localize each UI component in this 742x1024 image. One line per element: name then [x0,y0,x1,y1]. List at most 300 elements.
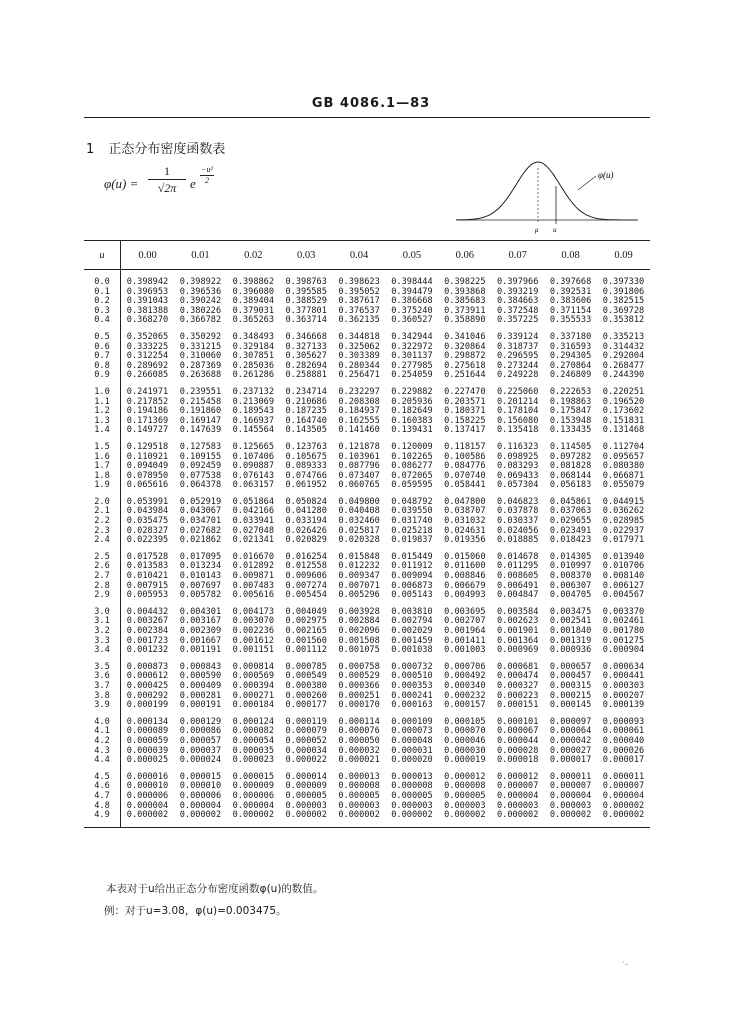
row-u-value: 0.2 [84,297,121,307]
table-cell: 0.004847 [497,590,539,601]
table-cell: 0.000145 [549,700,592,711]
table-cell: 0.011912 [391,561,433,572]
table-cell: 0.000039 [126,745,169,756]
table-cell: 0.263688 [179,370,222,381]
table-cell: 0.273244 [497,360,539,371]
table-cell: 0.070740 [444,470,486,481]
table-cell: 0.026426 [285,525,327,536]
row-u-value: 3.6 [84,672,121,682]
table-cell: 0.000011 [602,771,645,782]
table-cell: 0.000002 [438,811,491,827]
table-cell: 0.000163 [391,700,433,711]
table-cell: 0.000340 [444,680,486,691]
table-cell: 0.191860 [179,406,222,417]
table-cell: 0.268477 [602,360,645,371]
table-cell: 0.129518 [126,441,169,452]
table-cell: 0.320864 [444,341,486,352]
row-u-value: 1.6 [84,453,121,463]
section-title [86,138,225,157]
column-header: 0.06 [438,241,491,270]
table-cell: 0.000097 [549,716,592,727]
row-u-value: 4.7 [84,792,121,802]
table-cell: 0.007071 [338,580,380,591]
row-u-value: 3.2 [84,627,121,637]
table-cell: 0.002884 [338,616,380,627]
table-cell: 0.000008 [391,781,433,792]
table-cell: 0.000040 [602,735,645,746]
table-cell: 0.151831 [602,415,645,426]
table-cell: 0.000002 [386,811,439,827]
table-cell: 0.143505 [285,425,327,436]
table-row [84,426,650,436]
table-cell: 0.000549 [285,671,327,682]
table-cell: 0.002975 [285,616,327,627]
table-cell: 0.000048 [391,735,433,746]
table-cell: 0.004301 [179,606,222,617]
row-u-value: 0.6 [84,343,121,353]
table-cell: 0.000014 [285,771,327,782]
header-rule [84,117,650,118]
table-cell: 0.098925 [497,451,539,462]
table-cell: 0.000002 [280,811,333,827]
table-cell: 0.001667 [179,635,222,646]
table-cell: 0.000007 [497,781,539,792]
table-cell: 0.000082 [232,726,275,737]
table-cell: 0.000191 [179,700,222,711]
formula-exponent [200,166,214,185]
table-cell: 0.001275 [602,635,645,646]
table-cell: 0.017528 [126,551,169,562]
table-cell: 0.000353 [391,680,433,691]
column-header: 0.01 [174,241,227,270]
table-cell: 0.066871 [602,470,645,481]
table-cell: 0.013583 [126,561,169,572]
table-cell: 0.000003 [549,800,592,811]
table-cell: 0.013234 [179,561,222,572]
table-cell: 0.000003 [497,800,539,811]
table-row [84,371,650,381]
table-cell: 0.133435 [549,425,592,436]
table-cell: 0.000657 [549,661,592,672]
table-cell: 0.000013 [391,771,433,782]
table-cell: 0.073407 [338,470,380,481]
table-cell: 0.000079 [285,726,327,737]
table-cell: 0.017095 [179,551,222,562]
standard-code: GB 4086.1—83 [311,96,431,111]
table-cell: 0.001232 [126,645,169,656]
table-cell: 0.046823 [497,496,539,507]
column-header: 0.09 [597,241,650,270]
table-cell: 0.000003 [285,800,327,811]
table-cell: 0.000005 [391,790,433,801]
row-u-value: 1.1 [84,398,121,408]
column-header: 0.00 [121,241,175,270]
formula-denominator: √2π [157,181,177,195]
table-cell: 0.390242 [179,296,222,307]
table-cell: 0.002461 [602,616,645,627]
table-cell: 0.004049 [285,606,327,617]
table-cell: 0.385683 [444,296,486,307]
table-row [84,536,650,546]
mu-label: μ [535,226,539,234]
table-cell: 0.000073 [391,726,433,737]
density-table [84,240,650,828]
table-cell: 0.025817 [338,525,380,536]
table-cell: 0.000059 [126,735,169,746]
table-cell: 0.036262 [602,506,645,517]
curve-label: φ(u) [598,170,614,180]
table-cell: 0.398862 [232,277,275,287]
table-cell: 0.000184 [232,700,275,711]
row-u-value: 2.4 [84,536,121,546]
table-cell: 0.329184 [232,341,275,352]
table-cell: 0.114505 [549,441,592,452]
table-cell: 0.092459 [179,461,222,472]
table-cell: 0.397330 [602,277,645,287]
table-cell: 0.043984 [126,506,169,517]
note-example: 例：对于u=3.08，φ(u)=0.003475。 [104,905,287,917]
table-cell: 0.322972 [391,341,433,352]
table-cell: 0.090887 [232,461,275,472]
table-cell: 0.285036 [232,360,275,371]
row-u-value: 4.0 [84,718,121,728]
table-cell: 0.006307 [549,580,592,591]
table-cell: 0.000008 [338,781,380,792]
table-cell: 0.210686 [285,396,327,407]
table-cell: 0.182649 [391,406,433,417]
table-cell: 0.398942 [126,277,169,287]
table-cell: 0.008846 [444,571,486,582]
table-cell: 0.000032 [338,745,380,756]
table-cell: 0.398922 [179,277,222,287]
table-cell: 0.002309 [179,626,222,636]
table-cell: 0.158225 [444,415,486,426]
table-cell: 0.164740 [285,415,327,426]
table-cell: 0.395585 [285,286,327,297]
table-cell: 0.001003 [444,645,486,656]
table-cell: 0.008605 [497,571,539,582]
table-cell: 0.296595 [497,351,539,362]
table-cell: 0.127583 [179,441,222,452]
table-cell: 0.001508 [338,635,380,646]
table-cell: 0.396080 [232,286,275,297]
table-cell: 0.116323 [497,441,539,452]
row-u-value: 1.4 [84,426,121,436]
table-row [84,481,650,491]
table-cell: 0.021341 [232,535,275,546]
table-cell: 0.000904 [602,645,645,656]
row-u-value: 2.9 [84,591,121,601]
table-cell: 0.000012 [497,771,539,782]
row-u-value: 0.3 [84,307,121,317]
table-cell: 0.120009 [391,441,433,452]
table-cell: 0.112704 [602,441,645,452]
table-cell: 0.222653 [549,386,592,397]
table-cell: 0.022395 [126,535,169,546]
table-cell: 0.394479 [391,286,433,297]
table-cell: 0.180371 [444,406,486,417]
table-cell: 0.007697 [179,580,222,591]
table-cell: 0.000046 [444,735,486,746]
table-cell: 0.005782 [179,590,222,601]
table-header-row [84,241,650,270]
table-cell: 0.019356 [444,535,486,546]
row-u-value: 3.9 [84,701,121,711]
table-cell: 0.131468 [602,425,645,436]
row-u-value: 2.0 [84,498,121,508]
table-cell: 0.025218 [391,525,433,536]
table-cell: 0.051864 [232,496,275,507]
table-cell: 0.001840 [549,626,592,636]
table-cell: 0.123763 [285,441,327,452]
table-cell: 0.015848 [338,551,380,562]
table-cell: 0.000006 [126,790,169,801]
column-header: 0.05 [386,241,439,270]
table-cell: 0.084776 [444,461,486,472]
table-cell: 0.217852 [126,396,169,407]
table-cell: 0.007483 [232,580,275,591]
row-u-value: 4.9 [84,811,121,827]
table-cell: 0.009871 [232,571,275,582]
table-cell: 0.145564 [232,425,275,436]
formula-numerator: 1 [164,164,170,178]
table-cell: 0.258881 [285,370,327,381]
table-cell: 0.077538 [179,470,222,481]
formula-lhs: φ(u) = [104,176,139,191]
table-cell: 0.001723 [126,635,169,646]
row-u-value: 3.5 [84,663,121,673]
table-cell: 0.171369 [126,415,169,426]
table-cell: 0.003070 [232,616,275,627]
table-cell: 0.149727 [126,425,169,436]
table-cell: 0.083293 [497,461,539,472]
table-cell: 0.184937 [338,406,380,417]
table-cell: 0.052919 [179,496,222,507]
table-cell: 0.350292 [179,331,222,342]
table-cell: 0.086277 [391,461,433,472]
table-cell: 0.000612 [126,671,169,682]
row-u-value: 4.4 [84,756,121,766]
table-cell: 0.000067 [497,726,539,737]
table-cell: 0.125665 [232,441,275,452]
table-cell: 0.002541 [549,616,592,627]
table-cell: 0.001459 [391,635,433,646]
table-cell: 0.011600 [444,561,486,572]
table-cell: 0.033194 [285,516,327,527]
formula-fraction [148,164,186,195]
table-cell: 0.018423 [549,535,592,546]
table-cell: 0.027048 [232,525,275,536]
table-cell: 0.205936 [391,396,433,407]
table-cell: 0.023491 [549,525,592,536]
table-cell: 0.375240 [391,305,433,316]
table-cell: 0.339124 [497,331,539,342]
table-cell: 0.371154 [549,305,592,316]
table-cell: 0.000873 [126,661,169,672]
table-cell: 0.003370 [602,606,645,617]
table-cell: 0.156080 [497,415,539,426]
table-cell: 0.000510 [391,671,433,682]
table-cell: 0.003695 [444,606,486,617]
table-cell: 0.069433 [497,470,539,481]
table-cell: 0.314432 [602,341,645,352]
table-cell: 0.014305 [549,551,592,562]
table-cell: 0.007274 [285,580,327,591]
table-cell: 0.382515 [602,296,645,307]
table-cell: 0.162555 [338,415,380,426]
table-cell: 0.000425 [126,680,169,691]
table-cell: 0.000758 [338,661,380,672]
table-cell: 0.016254 [285,551,327,562]
table-cell: 0.175847 [549,406,592,417]
table-cell: 0.000157 [444,700,486,711]
column-header: 0.03 [280,241,333,270]
table-cell: 0.020328 [338,535,380,546]
table-cell: 0.003584 [497,606,539,617]
table-cell: 0.097282 [549,451,592,462]
table-cell: 0.001319 [549,635,592,646]
table-cell: 0.010421 [126,571,169,582]
table-cell: 0.010997 [549,561,592,572]
row-u-value: 3.1 [84,617,121,627]
table-cell: 0.362135 [338,315,380,326]
table-cell: 0.017971 [602,535,645,546]
table-cell: 0.001964 [444,626,486,636]
table-cell: 0.074766 [285,470,327,481]
row-u-value: 1.2 [84,407,121,417]
table-cell: 0.002384 [126,626,169,636]
table-cell: 0.160383 [391,415,433,426]
table-cell: 0.000064 [549,726,592,737]
table-cell: 0.289692 [126,360,169,371]
table-cell: 0.012558 [285,561,327,572]
table-cell: 0.028327 [126,525,169,536]
table-cell: 0.391806 [602,286,645,297]
table-cell: 0.000052 [285,735,327,746]
note-description: 本表对于u给出正态分布密度函数φ(u)的数值。 [106,883,324,895]
row-u-value: 3.0 [84,608,121,618]
table-cell: 0.000119 [285,716,327,727]
table-cell: 0.000315 [549,680,592,691]
table-cell: 0.028985 [602,516,645,527]
table-cell: 0.208308 [338,396,380,407]
table-cell: 0.383606 [549,296,592,307]
table-cell: 0.000021 [338,755,380,766]
table-cell: 0.002165 [285,626,327,636]
table-cell: 0.003810 [391,606,433,617]
row-u-value: 1.9 [84,481,121,491]
table-cell: 0.000114 [338,716,380,727]
table-cell: 0.010706 [602,561,645,572]
table-cell: 0.033941 [232,516,275,527]
table-cell: 0.000019 [444,755,486,766]
table-cell: 0.006679 [444,580,486,591]
table-cell: 0.006127 [602,580,645,591]
column-header: 0.04 [333,241,386,270]
table-cell: 0.043067 [179,506,222,517]
table-cell: 0.000327 [497,680,539,691]
table-cell: 0.298872 [444,351,486,362]
table-cell: 0.068144 [549,470,592,481]
row-u-value: 0.1 [84,288,121,298]
table-cell: 0.078950 [126,470,169,481]
table-cell: 0.254059 [391,370,433,381]
table-cell: 0.000129 [179,716,222,727]
table-cell: 0.000018 [497,755,539,766]
table-cell: 0.246809 [549,370,592,381]
table-cell: 0.072065 [391,470,433,481]
table-cell: 0.000026 [602,745,645,756]
table-cell: 0.057304 [497,480,539,491]
table-cell: 0.393219 [497,286,539,297]
table-cell: 0.225060 [497,386,539,397]
table-cell: 0.000011 [549,771,592,782]
table-cell: 0.270864 [549,360,592,371]
table-cell: 0.294305 [549,351,592,362]
table-cell: 0.009606 [285,571,327,582]
table-cell: 0.004567 [602,590,645,601]
table-cell: 0.050824 [285,496,327,507]
row-u-value: 1.5 [84,443,121,453]
table-cell: 0.000007 [602,781,645,792]
table-cell: 0.178104 [497,406,539,417]
table-cell: 0.380226 [179,305,222,316]
table-cell: 0.024056 [497,525,539,536]
row-u-value: 0.0 [84,270,121,288]
row-u-value: 1.8 [84,472,121,482]
table-cell: 0.094049 [126,461,169,472]
table-cell: 0.009094 [391,571,433,582]
table-cell: 0.004705 [549,590,592,601]
table-cell: 0.030337 [497,516,539,527]
table-cell: 0.000042 [549,735,592,746]
table-cell: 0.000260 [285,690,327,701]
table-cell: 0.001612 [232,635,275,646]
table-cell: 0.102265 [391,451,433,462]
table-cell: 0.318737 [497,341,539,352]
table-cell: 0.000013 [338,771,380,782]
table-cell: 0.000070 [444,726,486,737]
table-cell: 0.061952 [285,480,327,491]
table-cell: 0.325062 [338,341,380,352]
table-cell: 0.089333 [285,461,327,472]
table-row [84,701,650,711]
table-cell: 0.137417 [444,425,486,436]
table-cell: 0.000199 [126,700,169,711]
table-cell: 0.292004 [602,351,645,362]
table-cell: 0.000101 [497,716,539,727]
table-cell: 0.110921 [126,451,169,462]
table-cell: 0.060765 [338,480,380,491]
row-u-value: 3.7 [84,682,121,692]
table-cell: 0.337180 [549,331,592,342]
table-cell: 0.141460 [338,425,380,436]
table-cell: 0.034701 [179,516,222,527]
table-cell: 0.000002 [544,811,597,827]
table-cell: 0.327133 [285,341,327,352]
table-cell: 0.000005 [444,790,486,801]
table-cell: 0.220251 [602,386,645,397]
column-header: 0.08 [544,241,597,270]
table-cell: 0.000380 [285,680,327,691]
table-cell: 0.022937 [602,525,645,536]
table-cell: 0.021862 [179,535,222,546]
table-cell: 0.000215 [549,690,592,701]
table-cell: 0.003167 [179,616,222,627]
table-cell: 0.000281 [179,690,222,701]
table-cell: 0.282694 [285,360,327,371]
table-cell: 0.000681 [497,661,539,672]
